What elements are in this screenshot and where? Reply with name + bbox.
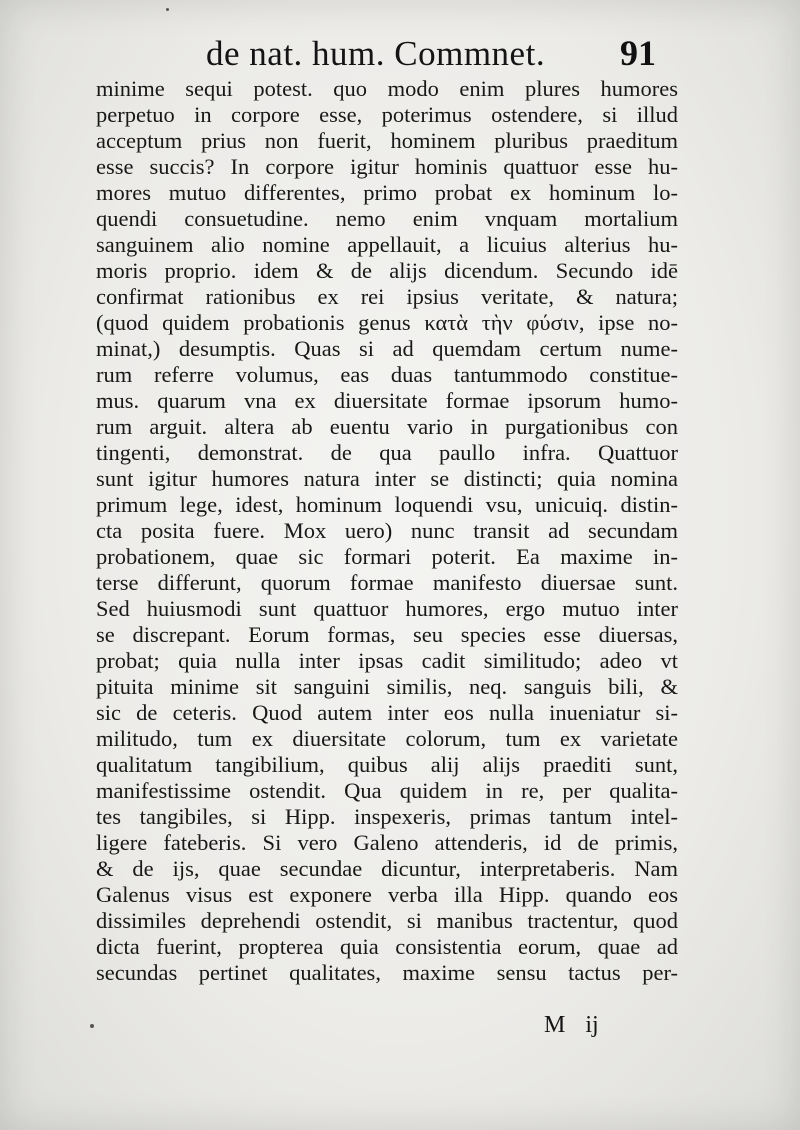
text-line: esse succis? In corpore igitur hominis quattuor esse hu- bbox=[96, 154, 678, 179]
text-line: confirmat rationibus ex rei ipsius veritate, & natura; bbox=[96, 284, 678, 309]
text-line: (quod quidem probationis genus κατὰ τὴν φύσιν, ipse no- bbox=[96, 310, 678, 335]
text-line: dissimiles deprehendi ostendit, si manibus tractentur, quod bbox=[96, 908, 678, 933]
page-header bbox=[0, 30, 800, 74]
text-line: militudo, tum ex diuersitate colorum, tum ex varietate bbox=[96, 726, 678, 751]
text-line: sic de ceteris. Quod autem inter eos nulla inueniatur si- bbox=[96, 700, 678, 725]
text-line: moris proprio. idem & de alijs dicendum. Secundo idē bbox=[96, 258, 678, 283]
text-line: & de ijs, quae secundae dicuntur, interpretaberis. Nam bbox=[96, 856, 678, 881]
text-line: tes tangibiles, si Hipp. inspexeris, primas tantum intel- bbox=[96, 804, 678, 829]
text-line: se discrepant. Eorum formas, seu species esse diuersas, bbox=[96, 622, 678, 647]
text-line: rum referre volumus, eas duas tantummodo constitue- bbox=[96, 362, 678, 387]
text-line: primum lege, idest, hominum loquendi vsu, unicuiq. distin- bbox=[96, 492, 678, 517]
text-line: sunt igitur humores natura inter se distincti; quia nomina bbox=[96, 466, 678, 491]
ink-speck bbox=[90, 1024, 94, 1028]
text-line: secundas pertinet qualitates, maxime sensu tactus per- bbox=[96, 960, 678, 985]
text-line: minat,) desumptis. Quas si ad quemdam certum nume- bbox=[96, 336, 678, 361]
text-line: probationem, quae sic formari poterit. Ea maxime in- bbox=[96, 544, 678, 569]
text-line: mores mutuo differentes, primo probat ex hominum lo- bbox=[96, 180, 678, 205]
text-line: qualitatum tangibilium, quibus alij alijs praediti sunt, bbox=[96, 752, 678, 777]
text-line: Galenus visus est exponere verba illa Hipp. quando eos bbox=[96, 882, 678, 907]
text-line: tingenti, demonstrat. de qua paullo infra. Quattuor bbox=[96, 440, 678, 465]
text-line: sanguinem alio nomine appellauit, a licuius alterius hu- bbox=[96, 232, 678, 257]
body-text bbox=[96, 76, 678, 986]
signature-mark: M ij bbox=[544, 1012, 599, 1038]
text-line: rum arguit. altera ab euentu vario in purgationibus con bbox=[96, 414, 678, 439]
page-number: 91 bbox=[620, 33, 656, 73]
text-line: Sed huiusmodi sunt quattuor humores, ergo mutuo inter bbox=[96, 596, 678, 621]
text-line: dicta fuerint, propterea quia consistentia eorum, quae ad bbox=[96, 934, 678, 959]
ink-speck bbox=[166, 8, 169, 11]
text-line: minime sequi potest. quo modo enim plures humores bbox=[96, 76, 678, 101]
text-line: acceptum prius non fuerit, hominem pluribus praeditum bbox=[96, 128, 678, 153]
text-line: perpetuo in corpore esse, poterimus ostendere, si illud bbox=[96, 102, 678, 127]
text-line: quendi consuetudine. nemo enim vnquam mortalium bbox=[96, 206, 678, 231]
text-line: pituita minime sit sanguini similis, neq. sanguis bili, & bbox=[96, 674, 678, 699]
text-line: ligere fateberis. Si vero Galeno attenderis, id de primis, bbox=[96, 830, 678, 855]
page-footer bbox=[0, 1012, 800, 1046]
text-line: terse differunt, quorum formae manifesto diuersae sunt. bbox=[96, 570, 678, 595]
text-line: cta posita fuere. Mox uero) nunc transit ad secundam bbox=[96, 518, 678, 543]
text-line: manifestissime ostendit. Qua quidem in re, per qualita- bbox=[96, 778, 678, 803]
running-title: de nat. hum. Commnet. bbox=[206, 34, 546, 73]
text-line: probat; quia nulla inter ipsas cadit similitudo; adeo vt bbox=[96, 648, 678, 673]
text-line: mus. quarum vna ex diuersitate formae ipsorum humo- bbox=[96, 388, 678, 413]
